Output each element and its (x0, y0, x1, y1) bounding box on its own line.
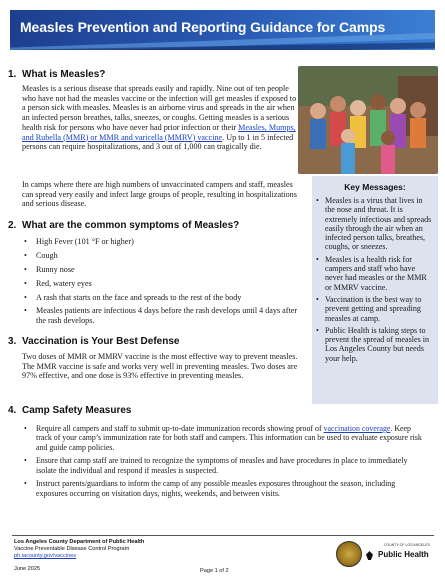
section-2-number: 2. (8, 220, 17, 231)
key-messages-box (312, 176, 438, 404)
footer-url-link[interactable]: ph.lacounty.gov/vaccines (14, 553, 77, 559)
camp-measure-item: • Ensure that camp staff are trained to recognize the symptoms of measles and have procedures in place to immediately isolate the individual and respond if measles is suspected. (22, 456, 426, 475)
key-message-item: • Vaccination is the best way to prevent getting and spreading measles at camp. (316, 295, 434, 323)
symptom-item: • High Fever (101 °F or higher) (22, 237, 304, 247)
title-banner (10, 10, 435, 50)
section-3-title: Vaccination is Your Best Defense (22, 336, 180, 347)
symptom-item: • Runny nose (22, 265, 304, 275)
section-1-title: What is Measles? (22, 69, 106, 80)
section-3-heading (8, 336, 179, 347)
key-message-item: • Measles is a health risk for campers and staff who have never had measles or the MMR or MMRV vaccine. (316, 255, 434, 292)
section-2-title: What are the common symptoms of Measles? (22, 220, 240, 231)
campers-photo (298, 66, 438, 174)
footer-date: June 2025 (14, 566, 41, 572)
camp-measures-list (22, 424, 426, 502)
key-message-item: • Measles is a virus that lives in the nose and throat. It is extremely infectious and spreads easily through the air when an infected person talks, breathes, coughs, or sneezes. (316, 196, 434, 252)
symptom-item: • Measles patients are infectious 4 days before the rash develops until 4 days after the rash develops. (22, 306, 304, 325)
logo-public-health-text: Public Health (378, 550, 429, 559)
campers-photo-art (298, 66, 438, 174)
measure-1-text-a: Require all campers and staff to submit up-to-date immunization records showing proof of (36, 424, 324, 433)
page-number: Page 1 of 2 (200, 568, 229, 574)
camp-measure-item: • Instruct parents/guardians to inform the camp of any possible measles exposures throughout the season, including exposures occurring on visitation days, nights, weekends, and between visits. (22, 479, 426, 498)
footer-divider (12, 535, 434, 536)
section-4-number: 4. (8, 405, 17, 416)
county-seal-icon (336, 541, 362, 567)
measure-1-text-b: . Keep track of your camp’s immunization rate for both staff and campers. This information can be used to evaluate exposure risk and guide camp policies. (36, 424, 422, 452)
public-health-logo (364, 543, 430, 559)
camp-measure-item (22, 424, 426, 452)
symptoms-list (22, 237, 304, 330)
symptom-item: • Cough (22, 251, 304, 261)
section-3-paragraph: Two doses of MMR or MMRV vaccine is the most effective way to prevent measles. The MMR vaccine is safe and works very well in preventing measles. Two doses are 97% effective, and one dose is 93% effective in preventing measles. (22, 352, 298, 381)
section-1-heading (8, 69, 105, 80)
key-message-item: • Public Health is taking steps to prevent the spread of measles in Los Angeles County but needs your help. (316, 326, 434, 363)
key-messages-title: Key Messages: (344, 182, 406, 192)
mmr-vaccine-link[interactable]: Measles, Mumps, and Rubella (MMR) or MMR and varicella (MMRV) vaccine (22, 122, 296, 142)
symptom-item: • Red, watery eyes (22, 279, 304, 289)
s1-text-a: Measles is a serious disease that spreads easily and rapidly. Nine out of ten people who have not had the measles vaccine or the infection will get measles if exposed to a person sick with measles. Measles is an airborne virus and spreads in the air when an infected person breathes, talks, sneezes, or coughs. Getting measles is a serious health risk for persons who have never had prior infection or their (22, 84, 297, 132)
page-title: Measles Prevention and Reporting Guidance for Camps (20, 19, 386, 35)
section-2-heading (8, 220, 239, 231)
section-1-paragraph-2: In camps where there are high numbers of unvaccinated campers and staff, measles can spread very easily and infect large groups of people, resulting in hospitalizations and serious disease. (22, 180, 297, 209)
footer-program: Vaccine Preventable Disease Control Program (14, 546, 130, 552)
section-3-number: 3. (8, 336, 17, 347)
section-4-heading (8, 405, 132, 416)
vaccination-coverage-link[interactable]: vaccination coverage (323, 424, 391, 433)
logo-county-text: COUNTY OF LOS ANGELES (384, 543, 430, 547)
symptom-item: • A rash that starts on the face and spreads to the rest of the body (22, 293, 304, 303)
section-4-title: Camp Safety Measures (22, 405, 132, 416)
footer-org: Los Angeles County Department of Public Health (14, 539, 145, 545)
section-1-paragraph (22, 84, 300, 152)
key-messages-list (312, 196, 438, 363)
section-1-number: 1. (8, 69, 17, 80)
s1-text-b: . Up to 1 in 5 infected persons can require hospitalizations, and 3 out of 1,000 can tragically die. (22, 132, 294, 152)
